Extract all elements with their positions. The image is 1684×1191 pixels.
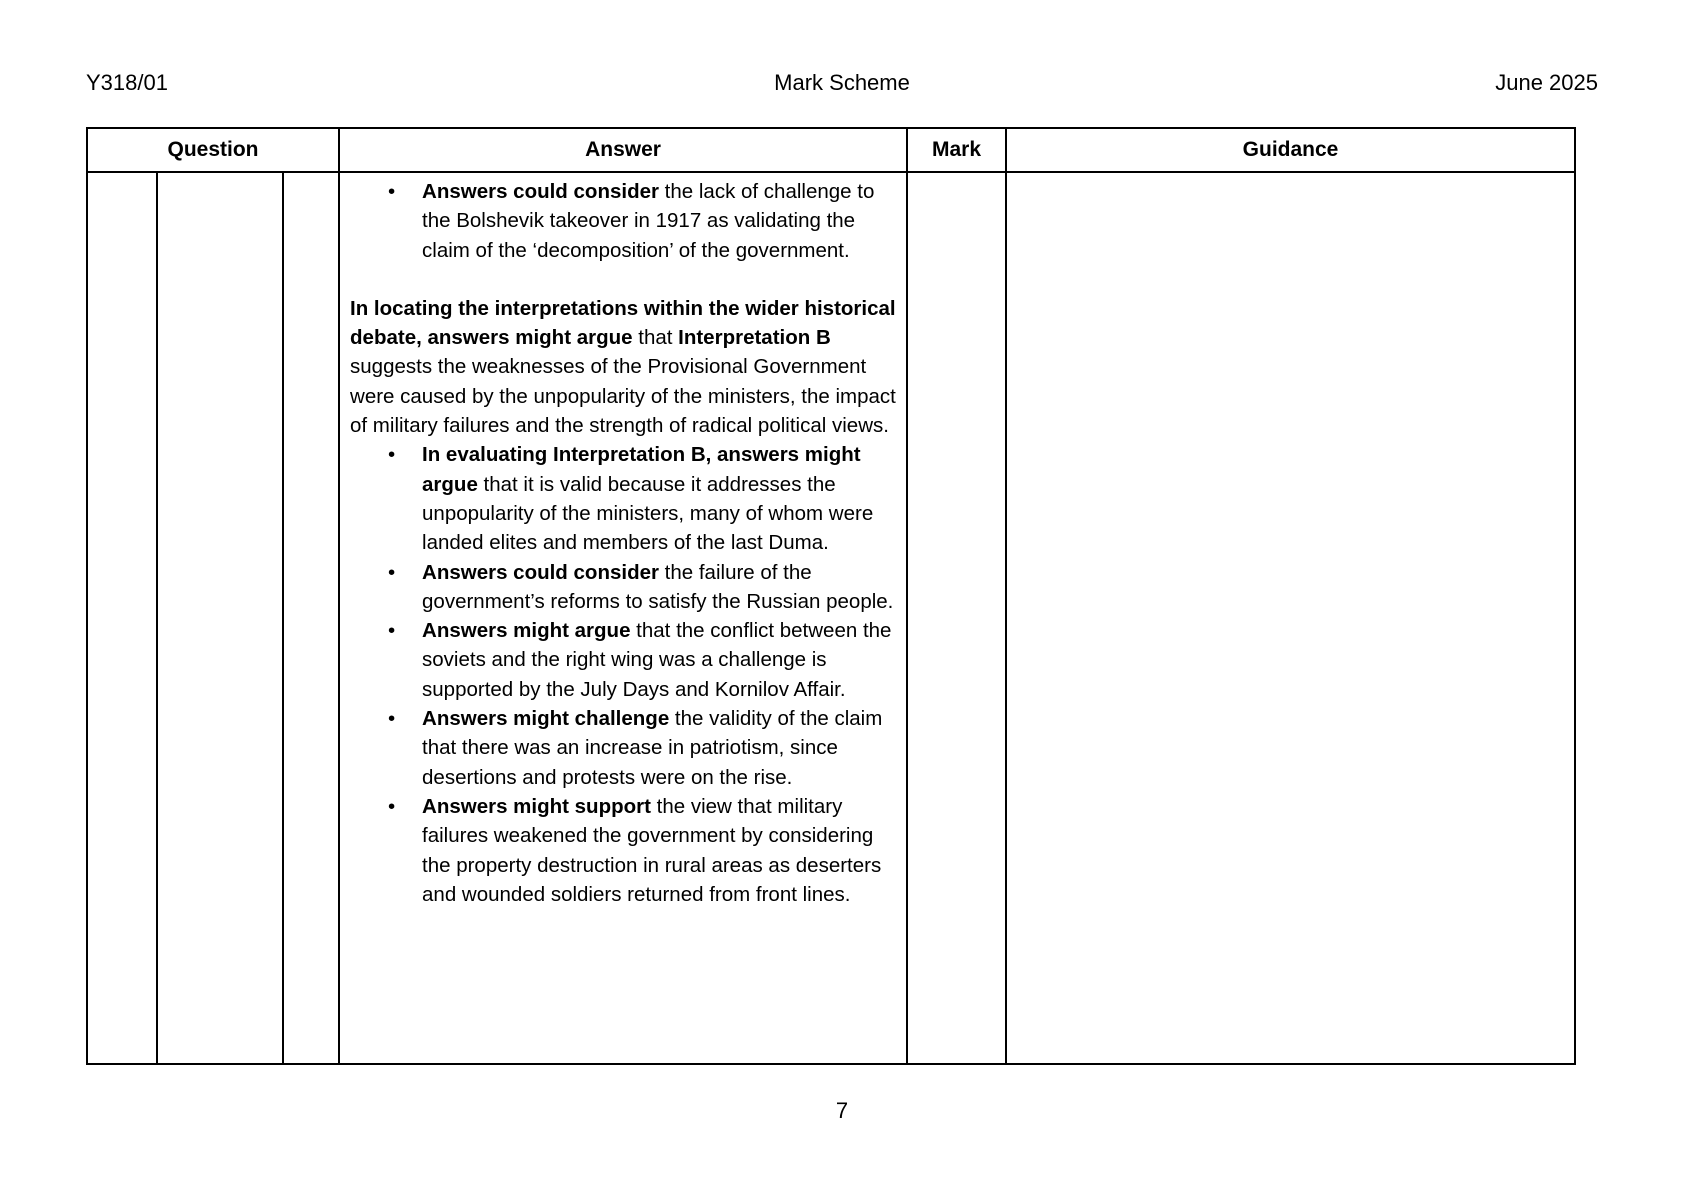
bullet-text: the validity of the claim that there was an increase in patriotism, since desertions and protests were on the rise. <box>422 707 883 789</box>
bullet-lead: Answers might argue <box>422 619 631 643</box>
bullet-lead: Answers could consider <box>422 180 659 203</box>
bullet-icon: • <box>388 180 396 203</box>
question-number-cell <box>87 172 157 1064</box>
answer-bullet <box>350 177 896 265</box>
bullet-lead: Answers could consider <box>422 560 659 584</box>
bullet-icon: • <box>388 560 396 584</box>
answer-bullet-list-top <box>350 177 896 265</box>
bullet-text: the view that military failures weakened the government by considering the property destruction in rural areas as deserters and wounded soldiers returned from front lines. <box>422 794 882 906</box>
mark-scheme-table <box>86 127 1576 1065</box>
bullet-icon: • <box>388 707 396 731</box>
column-header-mark: Mark <box>907 128 1006 172</box>
document-code: Y318/01 <box>86 70 168 95</box>
column-header-answer: Answer <box>339 128 907 172</box>
answer-bullet <box>350 616 896 704</box>
paragraph-text: that <box>632 326 679 350</box>
answer-bullet <box>350 440 896 557</box>
bullet-icon: • <box>388 794 396 818</box>
bullet-lead: Answers might challenge <box>422 707 670 731</box>
mark-cell <box>907 172 1006 1064</box>
guidance-cell <box>1006 172 1575 1064</box>
answer-bullet <box>350 792 896 909</box>
table-header-row <box>87 128 1575 172</box>
paragraph-text: suggests the weaknesses of the Provisional Government were caused by the unpopularity of the ministers, the impact of military failures and the strength of radical political views. <box>350 355 896 438</box>
bullet-icon: • <box>388 619 396 643</box>
question-part-cell <box>157 172 283 1064</box>
column-header-guidance: Guidance <box>1006 128 1575 172</box>
page-number: 7 <box>835 1098 849 1123</box>
answer-bullet-list <box>350 440 896 909</box>
bullet-text: that the conflict between the soviets and the right wing was a challenge is supported by the July Days and Kornilov Affair. <box>422 619 892 701</box>
question-subpart-cell <box>283 172 339 1064</box>
paragraph-lead: In locating the interpretations within the wider historical debate, answers might argue <box>350 296 896 350</box>
table-row <box>87 172 1575 1064</box>
document-date: June 2025 <box>1495 70 1598 95</box>
answer-bullet <box>350 704 896 792</box>
bullet-lead: In evaluating Interpretation B, answers might argue <box>422 443 861 496</box>
paragraph-emphasis: Interpretation B <box>678 326 831 350</box>
answer-cell <box>339 172 907 1064</box>
bullet-text: that it is valid because it addresses the unpopularity of the ministers, many of whom were landed elites and members of the last Duma. <box>422 472 874 555</box>
answer-paragraph <box>350 294 896 440</box>
bullet-text: the failure of the government’s reforms to satisfy the Russian people. <box>422 560 894 613</box>
bullet-icon: • <box>388 443 396 467</box>
document-title: Mark Scheme <box>774 70 910 95</box>
answer-bullet <box>350 558 896 617</box>
bullet-lead: Answers might support <box>422 794 651 818</box>
bullet-text: the lack of challenge to the Bolshevik takeover in 1917 as validating the claim of the ‘decomposition’ of the government. <box>422 180 875 262</box>
column-header-question: Question <box>87 128 339 172</box>
